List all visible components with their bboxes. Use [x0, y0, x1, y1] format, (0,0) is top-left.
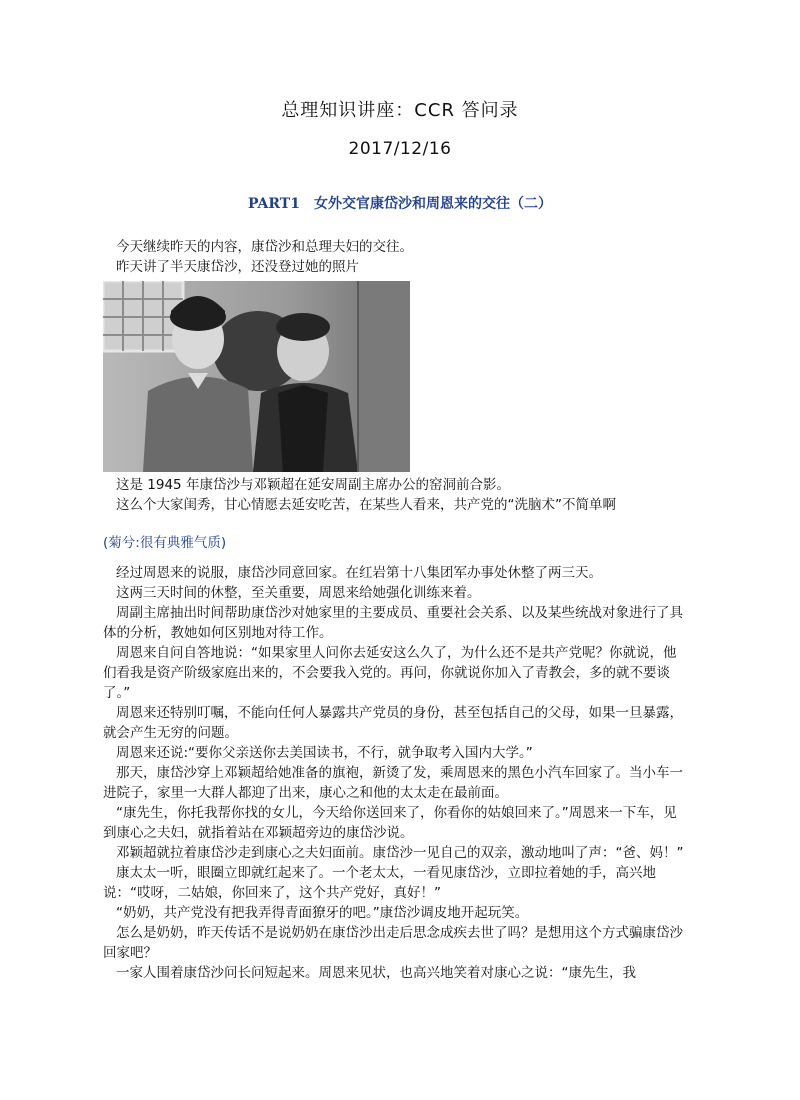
part-heading: PART1 女外交官康岱沙和周恩来的交往（二） — [248, 196, 552, 212]
paragraph: 邓颖超就拉着康岱沙走到康心之夫妇面前。康岱沙一见自己的双亲，激动地叫了声：“爸、妈！” — [116, 845, 684, 861]
caption-line: 这是 1945 年康岱沙与邓颖超在延安周副主席办公的窑洞前合影。 — [116, 477, 510, 493]
paragraph: 一家人围着康岱沙问长问短起来。周恩来见状，也高兴地笑着对康心之说：“康先生，我 — [116, 965, 636, 981]
paragraph: 经过周恩来的说服，康岱沙同意回家。在红岩第十八集团军办事处休整了两三天。 — [116, 565, 602, 581]
reader-comment: (菊兮:很有典雅气质) — [103, 535, 227, 551]
document-title: 总理知识讲座：CCR 答问录 — [281, 100, 519, 121]
document-date: 2017/12/16 — [348, 139, 452, 159]
paragraph: 这两三天时间的休整，至关重要，周恩来给她强化训练来着。 — [116, 585, 481, 601]
paragraph: 康太太一听，眼圈立即就红起来了。一个老太太，一看见康岱沙，立即拉着她的手，高兴地说：“哎呀，二姑娘，你回来了，这个共产党好，真好！” — [103, 865, 656, 901]
intro-line: 昨天讲了半天康岱沙，还没登过她的照片 — [116, 259, 359, 275]
main-text — [103, 563, 688, 983]
paragraph: “奶奶，共产党没有把我弄得青面獠牙的吧。”康岱沙调皮地开起玩笑。 — [116, 905, 529, 921]
paragraph: 周恩来还特别叮嘱，不能向任何人暴露共产党员的身份，甚至包括自己的父母，如果一旦暴露，就会产生无穷的问题。 — [103, 705, 683, 741]
paragraph: 那天，康岱沙穿上邓颖超给她准备的旗袍，新烫了发，乘周恩来的黑色小汽车回家了。当小车一进院子，家里一大群人都迎了出来，康心之和他的太太走在最前面。 — [103, 765, 683, 801]
photo-caption — [103, 475, 688, 515]
intro-text — [103, 237, 688, 277]
historical-photo — [103, 281, 410, 472]
intro-line: 今天继续昨天的内容，康岱沙和总理夫妇的交往。 — [116, 239, 413, 255]
paragraph: 周恩来还说:“要你父亲送你去美国读书，不行，就争取考入国内大学。” — [116, 745, 533, 761]
paragraph: 周副主席抽出时间帮助康岱沙对她家里的主要成员、重要社会关系、以及某些统战对象进行了具体的分析，教她如何区别地对待工作。 — [103, 605, 683, 641]
caption-line: 这么个大家闺秀，甘心情愿去延安吃苦，在某些人看来，共产党的“洗脑术”不简单啊 — [116, 497, 616, 513]
paragraph: 周恩来自问自答地说：“如果家里人问你去延安这么久了，为什么还不是共产党呢？你就说，他们看我是资产阶级家庭出来的，不会要我入党的。再问，你就说你加入了青教会，多的就不要谈了。” — [103, 645, 677, 701]
paragraph: “康先生，你托我帮你找的女儿，今天给你送回来了，你看你的姑娘回来了。”周恩来一下车，见到康心之夫妇，就指着站在邓颖超旁边的康岱沙说。 — [103, 805, 677, 841]
paragraph: 怎么是奶奶，昨天传话不是说奶奶在康岱沙出走后思念成疾去世了吗？是想用这个方式骗康岱沙回家吧？ — [103, 925, 683, 961]
